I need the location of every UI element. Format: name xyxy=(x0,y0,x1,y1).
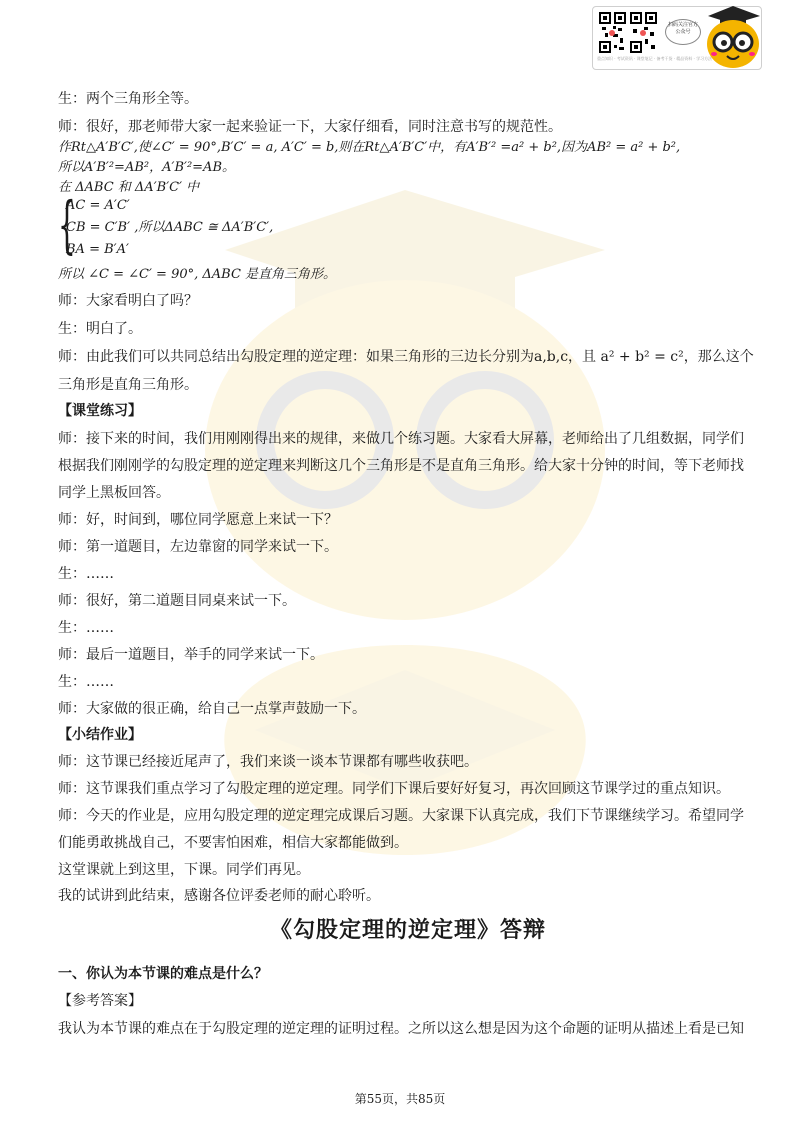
proof-line: 在 ΔABC 和 ΔA′B′C′ 中 xyxy=(58,180,200,195)
dialogue-line: 们能勇敢挑战自己，不要害怕困难，相信大家都能做到。 xyxy=(58,835,408,851)
section-heading: 【小结作业】 xyxy=(58,727,142,743)
congruence-system xyxy=(58,188,458,261)
dialogue-line: 师：大家看明白了吗？ xyxy=(58,293,198,309)
dialogue-line: 生：明白了。 xyxy=(58,321,142,337)
dialogue-line: 生：两个三角形全等。 xyxy=(58,91,198,107)
dialogue-line: 师：很好，那老师带大家一起来验证一下，大家仔细看，同时注意书写的规范性。 xyxy=(58,119,562,135)
proof-line: 作Rt△A′B′C′,使∠C′ = 90°,B′C′ = a, A′C′ = b,则在Rt△A′B′C′中，有A′B′² =a² + b²,因为AB² = a² + b², xyxy=(58,140,681,155)
answer-text: 我认为本节课的难点在于勾股定理的逆定理的证明过程。之所以这么想是因为这个命题的证明从描述上看是已知 xyxy=(58,1021,744,1037)
dialogue-line: 生：…… xyxy=(58,620,114,636)
badge-caption: 重点知识 · 考试资讯 · 课堂笔记 · 备考干货 · 精品资料 · 学习方法 xyxy=(597,56,713,61)
proof-line: 所以 ∠C = ∠C′ = 90°, ΔABC 是直角三角形。 xyxy=(58,267,337,282)
qr-code-icon xyxy=(599,12,657,54)
dialogue-line: 师：由此我们可以共同总结出勾股定理的逆定理：如果三角形的三边长分别为a,b,c，且 a² + b² = c²，那么这个 xyxy=(58,349,754,365)
answer-label: 【参考答案】 xyxy=(58,993,142,1009)
dialogue-line: 师：这节课我们重点学习了勾股定理的逆定理。同学们下课后要好好复习，再次回顾这节课学过的重点知识。 xyxy=(58,781,730,797)
dialogue-line: 三角形是直角三角形。 xyxy=(58,377,198,393)
dialogue-line: 师：最后一道题目，举手的同学来试一下。 xyxy=(58,647,324,663)
system-line: BA = B′A′ xyxy=(66,242,129,257)
dialogue-line: 师：今天的作业是，应用勾股定理的逆定理完成课后习题。大家课下认真完成，我们下节课继续学习。希望同学 xyxy=(58,808,744,824)
system-line: CB = C′B′ ,所以ΔABC ≅ ΔA′B′C′, xyxy=(66,220,274,235)
dialogue-line: 师：大家做的很正确，给自己一点掌声鼓励一下。 xyxy=(58,701,366,717)
dialogue-line: 师：好，时间到，哪位同学愿意上来试一下？ xyxy=(58,512,338,528)
dialogue-line: 师：接下来的时间，我们用刚刚得出来的规律，来做几个练习题。大家看大屏幕，老师给出了几组数据，同学们 xyxy=(58,431,744,447)
proof-line: 所以A′B′²=AB²，A′B′²=AB。 xyxy=(58,160,235,175)
dialogue-line: 这堂课就上到这里，下课。同学们再见。 xyxy=(58,862,310,878)
section-heading: 【课堂练习】 xyxy=(58,403,142,419)
section-title: 《勾股定理的逆定理》答辩 xyxy=(269,917,546,943)
dialogue-line: 同学上黑板回答。 xyxy=(58,485,170,501)
dialogue-line: 生：…… xyxy=(58,674,114,690)
dialogue-line: 师：第一道题目，左边靠窗的同学来试一下。 xyxy=(58,539,338,555)
speech-bubble: 扫码关注官方公众号 xyxy=(665,19,701,45)
system-line: AC = A′C′ xyxy=(66,198,130,213)
dialogue-line: 根据我们刚刚学的勾股定理的逆定理来判断这几个三角形是不是直角三角形。给大家十分钟的时间，等下老师找 xyxy=(58,458,744,474)
dialogue-line: 生：…… xyxy=(58,566,114,582)
left-brace: { xyxy=(58,188,76,261)
dialogue-line: 师：这节课已经接近尾声了，我们来谈一谈本节课都有哪些收获吧。 xyxy=(58,754,478,770)
dialogue-line: 师：很好，第二道题目同桌来试一下。 xyxy=(58,593,296,609)
mascot-logo-icon xyxy=(702,2,764,72)
question-heading: 一、你认为本节课的难点是什么？ xyxy=(58,966,268,982)
page-number: 第55页，共85页 xyxy=(354,1092,446,1106)
dialogue-line: 我的试讲到此结束，感谢各位评委老师的耐心聆听。 xyxy=(58,888,380,904)
